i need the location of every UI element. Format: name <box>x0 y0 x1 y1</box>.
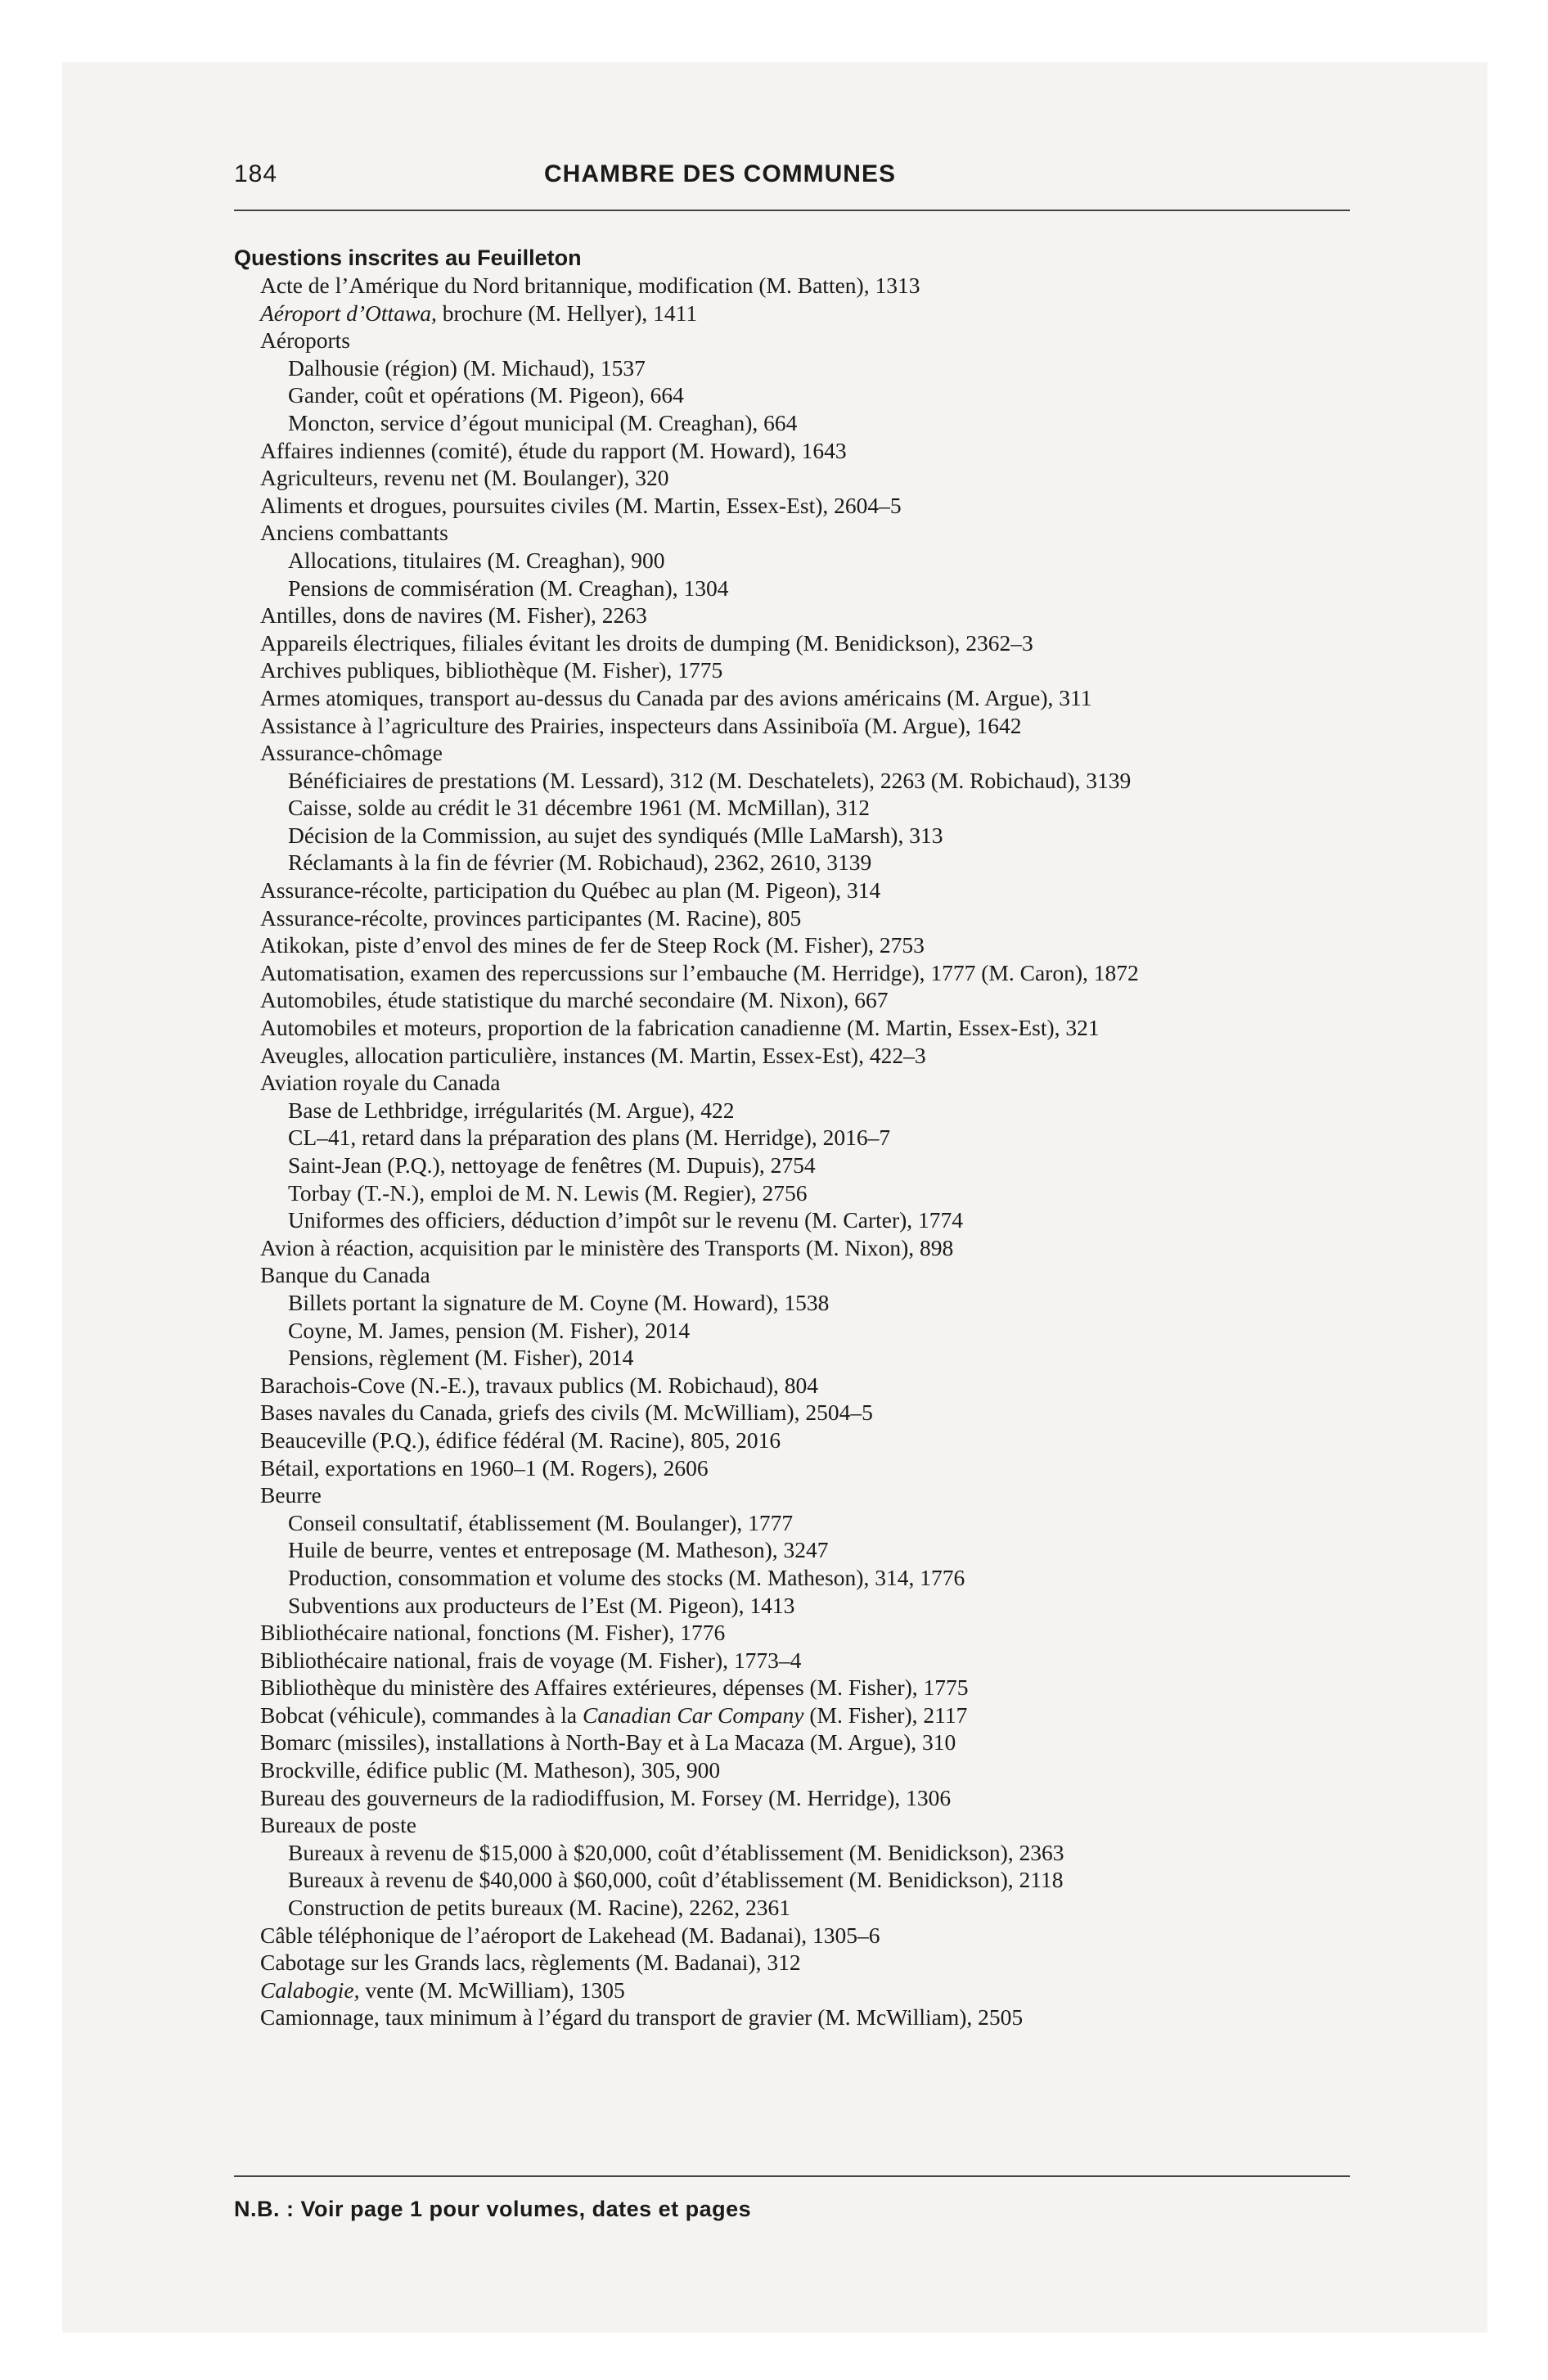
index-subentry <box>260 381 1357 409</box>
entry-italic-title: Canadian Car Company <box>583 1702 804 1728</box>
entry-text: Décision de la Commission, au sujet des syndiqués (Mlle LaMarsh), 313 <box>288 822 943 848</box>
entry-text: Base de Lethbridge, irrégularités (M. Argue), 422 <box>288 1097 735 1123</box>
entry-text: Antilles, dons de navires (M. Fisher), 2263 <box>260 602 647 629</box>
index-entry <box>260 1234 1357 1262</box>
entry-text: Pensions de commisération (M. Creaghan), 1304 <box>288 575 729 601</box>
index-entry <box>260 1949 1357 1977</box>
index-entry <box>260 712 1357 740</box>
index-entry <box>260 1014 1357 1042</box>
entry-text: Saint-Jean (P.Q.), nettoyage de fenêtres (M. Dupuis), 2754 <box>288 1152 816 1178</box>
entry-text: Bibliothécaire national, fonctions (M. Fisher), 1776 <box>260 1620 726 1646</box>
entry-text: Bétail, exportations en 1960–1 (M. Rogers), 2606 <box>260 1454 709 1481</box>
entry-text: Coyne, M. James, pension (M. Fisher), 2014 <box>288 1317 691 1343</box>
entry-text: Archives publiques, bibliothèque (M. Fisher), 1775 <box>260 657 723 683</box>
entry-text: Camionnage, taux minimum à l’égard du transport de gravier (M. McWilliam), 2505 <box>260 2004 1024 2031</box>
entry-text: Réclamants à la fin de février (M. Robichaud), 2362, 2610, 3139 <box>288 850 872 876</box>
index-entry <box>260 739 1357 767</box>
entry-text: Assurance-récolte, provinces participantes (M. Racine), 805 <box>260 904 802 931</box>
entry-text: Assurance-récolte, participation du Québec au plan (M. Pigeon), 314 <box>260 877 881 904</box>
index-entry <box>260 684 1357 712</box>
index-entry <box>260 437 1357 465</box>
index-entry <box>260 1922 1357 1950</box>
section-title: Questions inscrites au Feuilleton <box>234 246 582 270</box>
index-entry <box>260 464 1357 492</box>
index-entry <box>260 656 1357 684</box>
entry-text: Aveugles, allocation particulière, instances (M. Martin, Essex-Est), 422–3 <box>260 1042 926 1068</box>
entry-text: Production, consommation et volume des stocks (M. Matheson), 314, 1776 <box>288 1564 965 1590</box>
entry-text: Allocations, titulaires (M. Creaghan), 900 <box>288 547 665 573</box>
index-entry <box>260 629 1357 657</box>
entry-text: Barachois-Cove (N.-E.), travaux publics (M. Robichaud), 804 <box>260 1372 818 1398</box>
index-subentry <box>260 1592 1357 1620</box>
entry-text: Agriculteurs, revenu net (M. Boulanger), 320 <box>260 465 669 491</box>
index-subentry <box>260 1344 1357 1372</box>
index-subentry <box>260 409 1357 437</box>
index-subentry <box>260 822 1357 850</box>
entry-text: Bureaux à revenu de $40,000 à $60,000, coût d’établissement (M. Benidickson), 2118 <box>288 1867 1064 1893</box>
entry-text: Bases navales du Canada, griefs des civils (M. McWilliam), 2504–5 <box>260 1400 873 1426</box>
entry-text: Banque du Canada <box>260 1262 430 1288</box>
entry-text: Brockville, édifice public (M. Matheson), 305, 900 <box>260 1757 721 1783</box>
entry-text: Subventions aux producteurs de l’Est (M. Pigeon), 1413 <box>288 1592 795 1618</box>
index-subentry <box>260 1097 1357 1125</box>
entry-text: Automobiles et moteurs, proportion de la fabrication canadienne (M. Martin, Essex-Est), 321 <box>260 1015 1100 1041</box>
entry-text: Gander, coût et opérations (M. Pigeon), 664 <box>288 382 684 408</box>
index-entry <box>260 1042 1357 1070</box>
entry-text: Acte de l’Amérique du Nord britannique, modification (M. Batten), 1313 <box>260 273 920 298</box>
index-entry <box>260 1674 1357 1702</box>
index-subentry <box>260 1206 1357 1234</box>
index-entry <box>260 272 1357 300</box>
index-entry <box>260 1811 1357 1839</box>
index-entry <box>260 1619 1357 1647</box>
entry-text: Conseil consultatif, établissement (M. Boulanger), 1777 <box>288 1509 794 1535</box>
index-subentry <box>260 767 1357 795</box>
header-rule <box>234 210 1350 211</box>
index-entry <box>260 1977 1357 2004</box>
entry-text: Aéroports <box>260 327 350 354</box>
entry-text: brochure (M. Hellyer), 1411 <box>436 300 698 326</box>
entry-text: Beurre <box>260 1482 322 1508</box>
entry-text: Automobiles, étude statistique du marché secondaire (M. Nixon), 667 <box>260 987 889 1013</box>
index-entry <box>260 602 1357 629</box>
entry-text: Pensions, règlement (M. Fisher), 2014 <box>288 1345 634 1371</box>
entry-text: Construction de petits bureaux (M. Racine), 2262, 2361 <box>288 1895 791 1921</box>
entry-italic-title: Aéroport d’Ottawa, <box>260 300 437 326</box>
index-entry <box>260 877 1357 904</box>
entry-text: Assistance à l’agriculture des Prairies, inspecteurs dans Assiniboïa (M. Argue), 1642 <box>260 712 1022 738</box>
entry-text: Câble téléphonique de l’aéroport de Lakehead (M. Badanai), 1305–6 <box>260 1922 880 1948</box>
index-entry <box>260 1647 1357 1675</box>
index-subentry <box>260 1839 1357 1867</box>
running-head: CHAMBRE DES COMMUNES <box>543 160 896 187</box>
entry-text: Aliments et drogues, poursuites civiles (M. Martin, Essex-Est), 2604–5 <box>260 492 902 518</box>
entry-text: Aviation royale du Canada <box>260 1070 501 1096</box>
index-subentry <box>260 1289 1357 1317</box>
footer-note: N.B. : Voir page 1 pour volumes, dates et pages <box>234 2197 752 2221</box>
index-entry <box>260 904 1357 932</box>
entry-text: Affaires indiennes (comité), étude du rapport (M. Howard), 1643 <box>260 437 847 463</box>
page-number: 184 <box>234 160 278 187</box>
entry-text: Caisse, solde au crédit le 31 décembre 1961 (M. McMillan), 312 <box>288 795 870 821</box>
index-entry <box>260 1702 1357 1729</box>
entry-text: Huile de beurre, ventes et entreposage (M. Matheson), 3247 <box>288 1537 829 1563</box>
entry-text: Bibliothécaire national, frais de voyage (M. Fisher), 1773–4 <box>260 1647 802 1673</box>
index-entry <box>260 986 1357 1014</box>
entry-text: Torbay (T.-N.), emploi de M. N. Lewis (M. Regier), 2756 <box>288 1179 808 1206</box>
entry-text: Cabotage sur les Grands lacs, règlements (M. Badanai), 312 <box>260 1950 801 1976</box>
entry-text: vente (M. McWilliam), 1305 <box>359 1977 625 2003</box>
index-subentry <box>260 575 1357 602</box>
index-entry <box>260 300 1357 327</box>
entry-text: Automatisation, examen des repercussions sur l’embauche (M. Herridge), 1777 (M. Caron), 1872 <box>260 959 1139 985</box>
entry-text: Bureaux de poste <box>260 1812 416 1838</box>
index-subentry <box>260 1179 1357 1207</box>
entry-text: Bobcat (véhicule), commandes à la <box>260 1702 583 1728</box>
index-entry <box>260 327 1357 354</box>
entry-text: Billets portant la signature de M. Coyne (M. Howard), 1538 <box>288 1289 830 1315</box>
index-subentry <box>260 1152 1357 1179</box>
index-subentry <box>260 849 1357 877</box>
index-subentry <box>260 1894 1357 1922</box>
index-subentry <box>260 1124 1357 1152</box>
index-entry <box>260 1481 1357 1509</box>
entry-text: Appareils électriques, filiales évitant les droits de dumping (M. Benidickson), 2362–3 <box>260 629 1033 656</box>
entry-text: Bureaux à revenu de $15,000 à $20,000, coût d’établissement (M. Benidickson), 2363 <box>288 1839 1064 1865</box>
index-entry <box>260 1756 1357 1784</box>
entry-text: Bomarc (missiles), installations à North-Bay et à La Macaza (M. Argue), 310 <box>260 1729 956 1756</box>
index-subentry <box>260 1509 1357 1537</box>
entry-text: Uniformes des officiers, déduction d’impôt sur le revenu (M. Carter), 1774 <box>288 1207 964 1233</box>
entry-text: Moncton, service d’égout municipal (M. Creaghan), 664 <box>288 409 798 435</box>
entry-text: Assurance-chômage <box>260 740 443 766</box>
index-entry <box>260 519 1357 547</box>
index-entry <box>260 1454 1357 1482</box>
index-subentry <box>260 1317 1357 1345</box>
entry-text: Bénéficiaires de prestations (M. Lessard), 312 (M. Deschatelets), 2263 (M. Robichaud), 3139 <box>288 767 1132 793</box>
index-subentry <box>260 1866 1357 1894</box>
index-entry <box>260 492 1357 520</box>
index-entry <box>260 2004 1357 2031</box>
index-entry <box>260 1069 1357 1097</box>
entry-text: Beauceville (P.Q.), édifice fédéral (M. Racine), 805, 2016 <box>260 1427 781 1453</box>
entry-text: Atikokan, piste d’envol des mines de fer de Steep Rock (M. Fisher), 2753 <box>260 932 925 958</box>
index-entry <box>260 1372 1357 1400</box>
entry-text: Armes atomiques, transport au-dessus du Canada par des avions américains (M. Argue), 311 <box>260 684 1092 710</box>
index-subentry <box>260 794 1357 822</box>
entry-text: Avion à réaction, acquisition par le ministère des Transports (M. Nixon), 898 <box>260 1234 954 1260</box>
entry-text: CL–41, retard dans la préparation des plans (M. Herridge), 2016–7 <box>288 1125 891 1151</box>
index-entry <box>260 931 1357 959</box>
entry-text: Bureau des gouverneurs de la radiodiffusion, M. Forsey (M. Herridge), 1306 <box>260 1784 952 1810</box>
index-entry <box>260 1784 1357 1812</box>
index-entry <box>260 1729 1357 1756</box>
entry-text: Dalhousie (région) (M. Michaud), 1537 <box>288 354 646 381</box>
index-entry <box>260 1261 1357 1289</box>
index-subentry <box>260 547 1357 575</box>
entry-text: Bibliothèque du ministère des Affaires extérieures, dépenses (M. Fisher), 1775 <box>260 1675 969 1701</box>
footer-rule <box>234 2175 1350 2177</box>
index-entry <box>260 1399 1357 1427</box>
index-entries <box>260 272 1357 2031</box>
index-entry <box>260 959 1357 987</box>
entry-italic-title: Calabogie, <box>260 1977 360 2003</box>
entry-text: (M. Fisher), 2117 <box>803 1702 968 1728</box>
index-entry <box>260 1427 1357 1454</box>
index-subentry <box>260 1536 1357 1564</box>
index-subentry <box>260 354 1357 382</box>
entry-text: Anciens combattants <box>260 520 448 546</box>
index-subentry <box>260 1564 1357 1592</box>
